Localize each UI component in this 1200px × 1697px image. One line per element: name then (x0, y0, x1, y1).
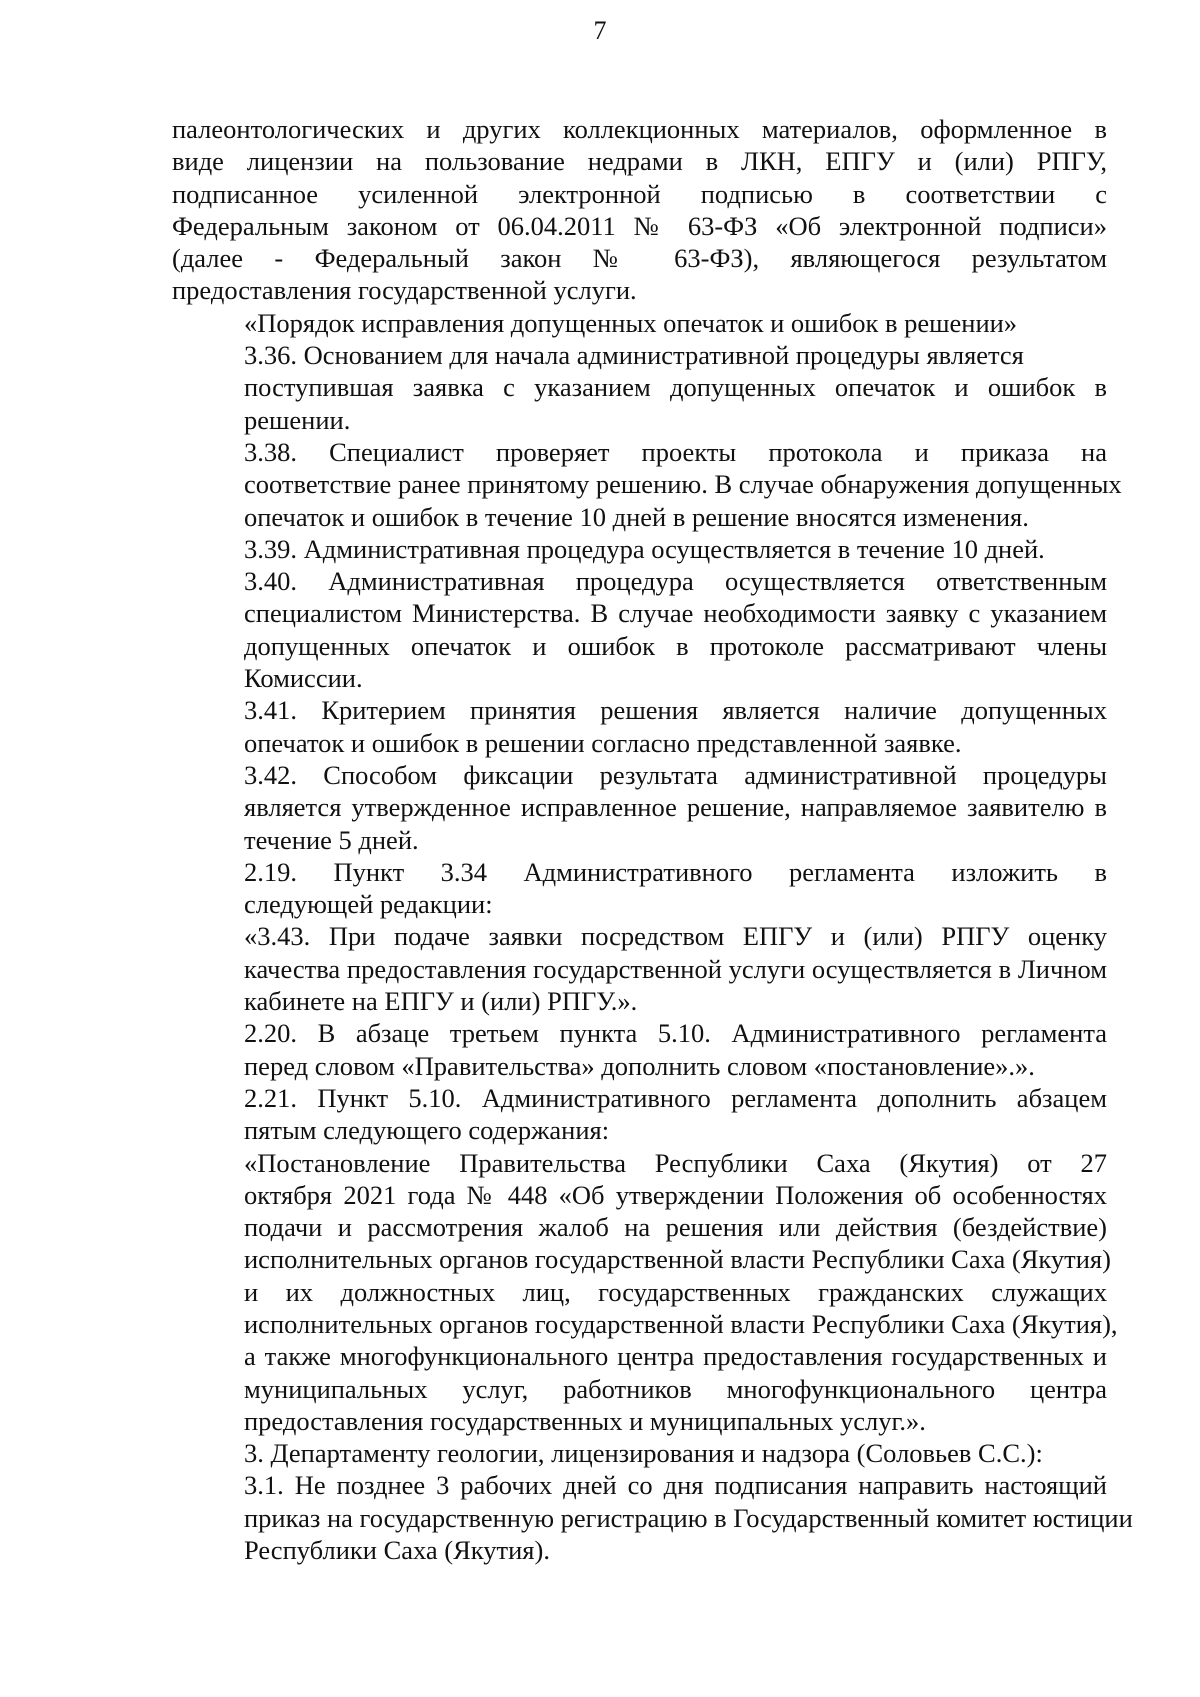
text-line: Федеральным законом от 06.04.2011 № 63-ФЗ «Об электронной подписи» (172, 210, 1107, 241)
text-line: является утвержденное исправленное решение, направляемое заявителю в (244, 792, 1107, 823)
text-line: «Постановление Правительства Республики Саха (Якутия) от 27 (244, 1147, 1107, 1178)
text-line: 2.21. Пункт 5.10. Административного регламента дополнить абзацем (244, 1082, 1107, 1113)
text-line: 3.41. Критерием принятия решения является наличие допущенных (244, 695, 1107, 726)
text-line: опечаток и ошибок в решении согласно представленной заявке. (244, 727, 962, 758)
paragraph (172, 694, 1107, 759)
text-line: и их должностных лиц, государственных гражданских служащих (244, 1276, 1107, 1307)
text-line: поступившая заявка с указанием допущенных опечаток и ошибок в (244, 372, 1107, 403)
text-line: предоставления государственной услуги. (172, 275, 637, 306)
text-line: «3.43. При подаче заявки посредством ЕПГУ и (или) РПГУ оценку (244, 921, 1107, 952)
paragraph (172, 1017, 1107, 1082)
paragraph (172, 1082, 1107, 1147)
paragraph (172, 113, 1107, 307)
text-line: 3.40. Административная процедура осуществляется ответственным (244, 566, 1107, 597)
text-line: 3. Департаменту геологии, лицензирования и надзора (Соловьев С.С.): (244, 1438, 1043, 1469)
text-line: исполнительных органов государственной власти Республики Саха (Якутия) (244, 1244, 1111, 1275)
text-line: октября 2021 года № 448 «Об утверждении Положения об особенностях (244, 1179, 1107, 1210)
text-line: а также многофункционального центра предоставления государственных и (244, 1341, 1107, 1372)
text-line: 2.20. В абзаце третьем пункта 5.10. Административного регламента (244, 1018, 1107, 1049)
text-line: опечаток и ошибок в течение 10 дней в решение вносятся изменения. (244, 501, 1029, 532)
text-line: палеонтологических и других коллекционных материалов, оформленное в (172, 114, 1107, 144)
text-line: приказ на государственную регистрацию в Государственный комитет юстиции (244, 1502, 1133, 1533)
text-line: кабинете на ЕПГУ и (или) РПГУ.». (244, 986, 638, 1017)
text-line: 3.36. Основанием для начала административной процедуры является (244, 340, 1024, 371)
text-line: перед словом «Правительства» дополнить словом «постановление».». (244, 1050, 1035, 1081)
text-line: пятым следующего содержания: (244, 1115, 610, 1146)
text-line: подачи и рассмотрения жалоб на решения или действия (бездействие) (244, 1212, 1107, 1243)
text-line: «Порядок исправления допущенных опечаток и ошибок в решении» (244, 307, 1018, 338)
text-line: муниципальных услуг, работников многофункционального центра (244, 1373, 1107, 1404)
paragraph (172, 307, 1107, 339)
paragraph (172, 856, 1107, 921)
text-line: 3.39. Административная процедура осуществляется в течение 10 дней. (244, 533, 1045, 564)
paragraph (172, 533, 1107, 565)
text-line: исполнительных органов государственной власти Республики Саха (Якутия), (244, 1308, 1118, 1339)
text-line: решении. (244, 404, 351, 435)
text-line: 2.19. Пункт 3.34 Административного регламента изложить в (244, 856, 1107, 887)
text-line: допущенных опечаток и ошибок в протоколе рассматривают члены (244, 630, 1107, 661)
text-line: Комиссии. (244, 663, 363, 694)
text-line: 3.1. Не позднее 3 рабочих дней со дня подписания направить настоящий (244, 1470, 1107, 1501)
paragraph (172, 565, 1107, 694)
paragraph (172, 1147, 1118, 1438)
paragraph (172, 436, 1122, 533)
text-line: подписанное усиленной электронной подписью в соответствии с (172, 178, 1107, 209)
paragraph (172, 920, 1107, 1017)
page-number: 7 (593, 16, 607, 45)
paragraph (172, 371, 1107, 436)
text-line: специалистом Министерства. В случае необходимости заявку с указанием (244, 598, 1107, 629)
paragraph (172, 339, 1107, 371)
text-line: следующей редакции: (244, 889, 493, 920)
text-line: предоставления государственных и муниципальных услуг.». (244, 1405, 926, 1436)
text-line: 3.42. Способом фиксации результата административной процедуры (244, 759, 1107, 790)
text-line: течение 5 дней. (244, 824, 419, 855)
text-line: (далее - Федеральный закон № 63-ФЗ), являющегося результатом (172, 243, 1107, 274)
document-body (172, 113, 1133, 1566)
text-line: 3.38. Специалист проверяет проекты протокола и приказа на (244, 436, 1107, 467)
paragraph (172, 1437, 1107, 1469)
paragraph (172, 759, 1107, 856)
paragraph (172, 1469, 1133, 1566)
text-line: соответствие ранее принятому решению. В случае обнаружения допущенных (244, 469, 1122, 500)
text-line: качества предоставления государственной услуги осуществляется в Личном (244, 953, 1107, 984)
text-line: Республики Саха (Якутия). (244, 1535, 550, 1566)
text-line: виде лицензии на пользование недрами в ЛКН, ЕПГУ и (или) РПГУ, (172, 146, 1107, 177)
